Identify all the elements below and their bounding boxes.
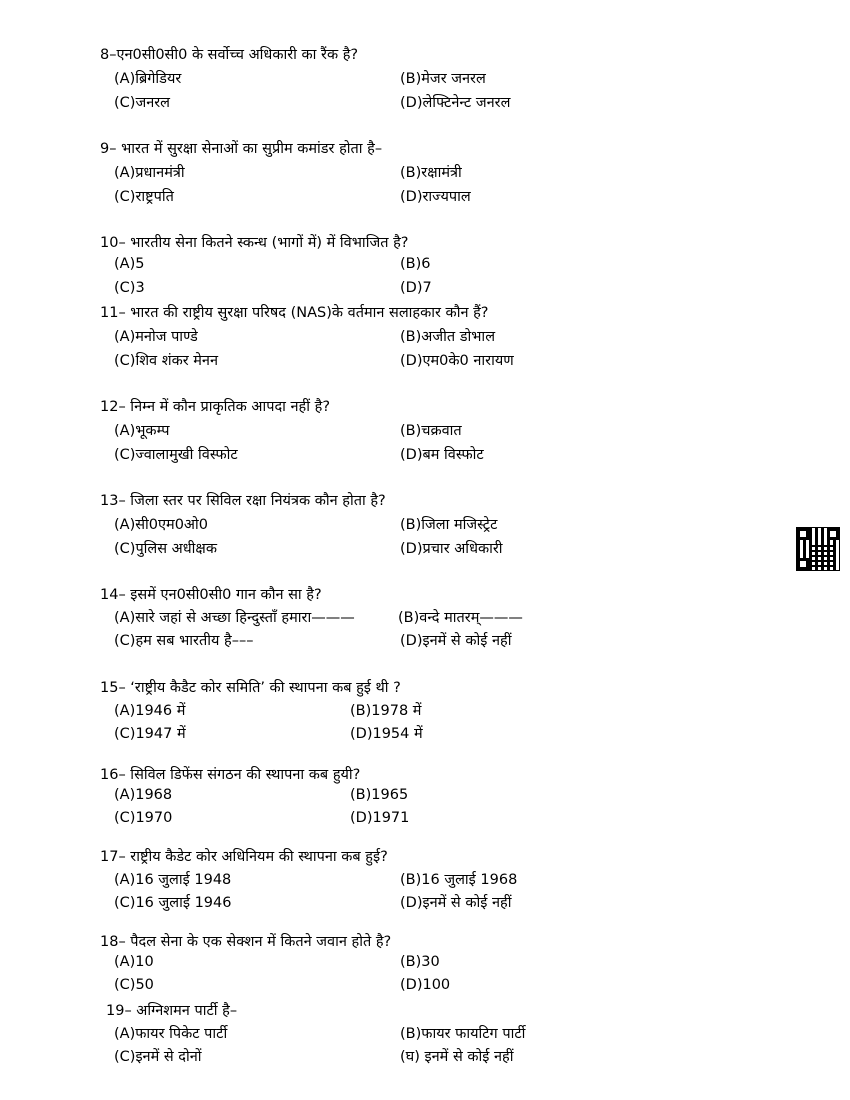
question-8: 8–एन0सी0सी0 के सर्वोच्च अधिकारी का रैंक है? (100, 47, 359, 63)
q15-option-c: (C)1947 में (114, 726, 186, 742)
q9-option-b: (B)रक्षामंत्री (400, 165, 462, 181)
q18-option-d: (D)100 (400, 977, 451, 993)
q12-option-d: (D)बम विस्फोट (400, 447, 484, 463)
question-18: 18– पैदल सेना के एक सेक्शन में कितने जवान होते है? (100, 934, 392, 950)
q18-option-a: (A)10 (114, 954, 154, 970)
q19-option-a: (A)फायर पिकेट पार्टी (114, 1026, 228, 1042)
q9-option-c: (C)राष्ट्रपति (114, 189, 174, 205)
q11-option-d: (D)एम0के0 नारायण (400, 353, 514, 369)
q14-option-d: (D)इनमें से कोई नहीं (400, 633, 512, 649)
q10-option-c: (C)3 (114, 280, 145, 296)
q11-option-b: (B)अजीत डोभाल (400, 329, 496, 345)
q15-option-a: (A)1946 में (114, 703, 186, 719)
q14-option-c: (C)हम सब भारतीय है––– (114, 633, 254, 649)
q18-option-b: (B)30 (400, 954, 440, 970)
question-19: 19– अग्निशमन पार्टी है– (106, 1003, 238, 1019)
q19-option-d: (घ) इनमें से कोई नहीं (400, 1049, 514, 1065)
question-13: 13– जिला स्तर पर सिविल रक्षा नियंत्रक कौन होता है? (100, 493, 386, 509)
question-17: 17– राष्ट्रीय कैडेट कोर अधिनियम की स्थापना कब हुई? (100, 849, 388, 865)
q16-option-c: (C)1970 (114, 810, 173, 826)
q14-option-a: (A)सारे जहां से अच्छा हिन्दुस्ताँ हमारा——— (114, 610, 355, 626)
q19-option-c: (C)इनमें से दोनों (114, 1049, 202, 1065)
question-15: 15– ‘राष्ट्रीय कैडैट कोर समिति’ की स्थापना कब हुई थी ? (100, 680, 401, 696)
q18-option-c: (C)50 (114, 977, 154, 993)
q15-option-d: (D)1954 में (350, 726, 423, 742)
q14-option-b: (B)वन्दे मातरम्——— (398, 610, 523, 626)
q13-option-a: (A)सी0एम0ओ0 (114, 517, 208, 533)
q13-option-d: (D)प्रचार अधिकारी (400, 541, 503, 557)
question-10: 10– भारतीय सेना कितने स्कन्ध (भागों में) में विभाजित है? (100, 235, 409, 251)
q13-option-b: (B)जिला मजिस्ट्रेट (400, 517, 498, 533)
q11-option-c: (C)शिव शंकर मेनन (114, 353, 219, 369)
q15-option-b: (B)1978 में (350, 703, 422, 719)
q10-option-a: (A)5 (114, 256, 145, 272)
q12-option-c: (C)ज्वालामुखी विस्फोट (114, 447, 238, 463)
q19-option-b: (B)फायर फायटिग पार्टी (400, 1026, 526, 1042)
q9-option-d: (D)राज्यपाल (400, 189, 471, 205)
q11-option-a: (A)मनोज पाण्डे (114, 329, 198, 345)
question-11: 11– भारत की राष्ट्रीय सुरक्षा परिषद (NAS)के वर्तमान सलाहकार कौन हैं? (100, 305, 489, 321)
q13-option-c: (C)पुलिस अधीक्षक (114, 541, 217, 557)
q17-option-d: (D)इनमें से कोई नहीं (400, 895, 512, 911)
q8-option-c: (C)जनरल (114, 95, 171, 111)
q12-option-a: (A)भूकम्प (114, 423, 170, 439)
question-12: 12– निम्न में कौन प्राकृतिक आपदा नहीं है? (100, 399, 331, 415)
q12-option-b: (B)चक्रवात (400, 423, 462, 439)
question-14: 14– इसमें एन0सी0सी0 गान कौन सा है? (100, 587, 322, 603)
q16-option-a: (A)1968 (114, 787, 173, 803)
q9-option-a: (A)प्रधानमंत्री (114, 165, 185, 181)
question-16: 16– सिविल डिफेंस संगठन की स्थापना कब हुयी? (100, 767, 361, 783)
q17-option-b: (B)16 जुलाई 1968 (400, 872, 518, 888)
q8-option-a: (A)ब्रिगेडियर (114, 71, 182, 87)
q8-option-d: (D)लेफ्टिनेन्ट जनरल (400, 95, 511, 111)
q16-option-d: (D)1971 (350, 810, 410, 826)
q10-option-b: (B)6 (400, 256, 431, 272)
q16-option-b: (B)1965 (350, 787, 409, 803)
qr-code-icon (797, 528, 839, 570)
q8-option-b: (B)मेजर जनरल (400, 71, 486, 87)
q10-option-d: (D)7 (400, 280, 432, 296)
question-9: 9– भारत में सुरक्षा सेनाओं का सुप्रीम कमांडर होता है– (100, 141, 383, 157)
q17-option-c: (C)16 जुलाई 1946 (114, 895, 232, 911)
q17-option-a: (A)16 जुलाई 1948 (114, 872, 232, 888)
